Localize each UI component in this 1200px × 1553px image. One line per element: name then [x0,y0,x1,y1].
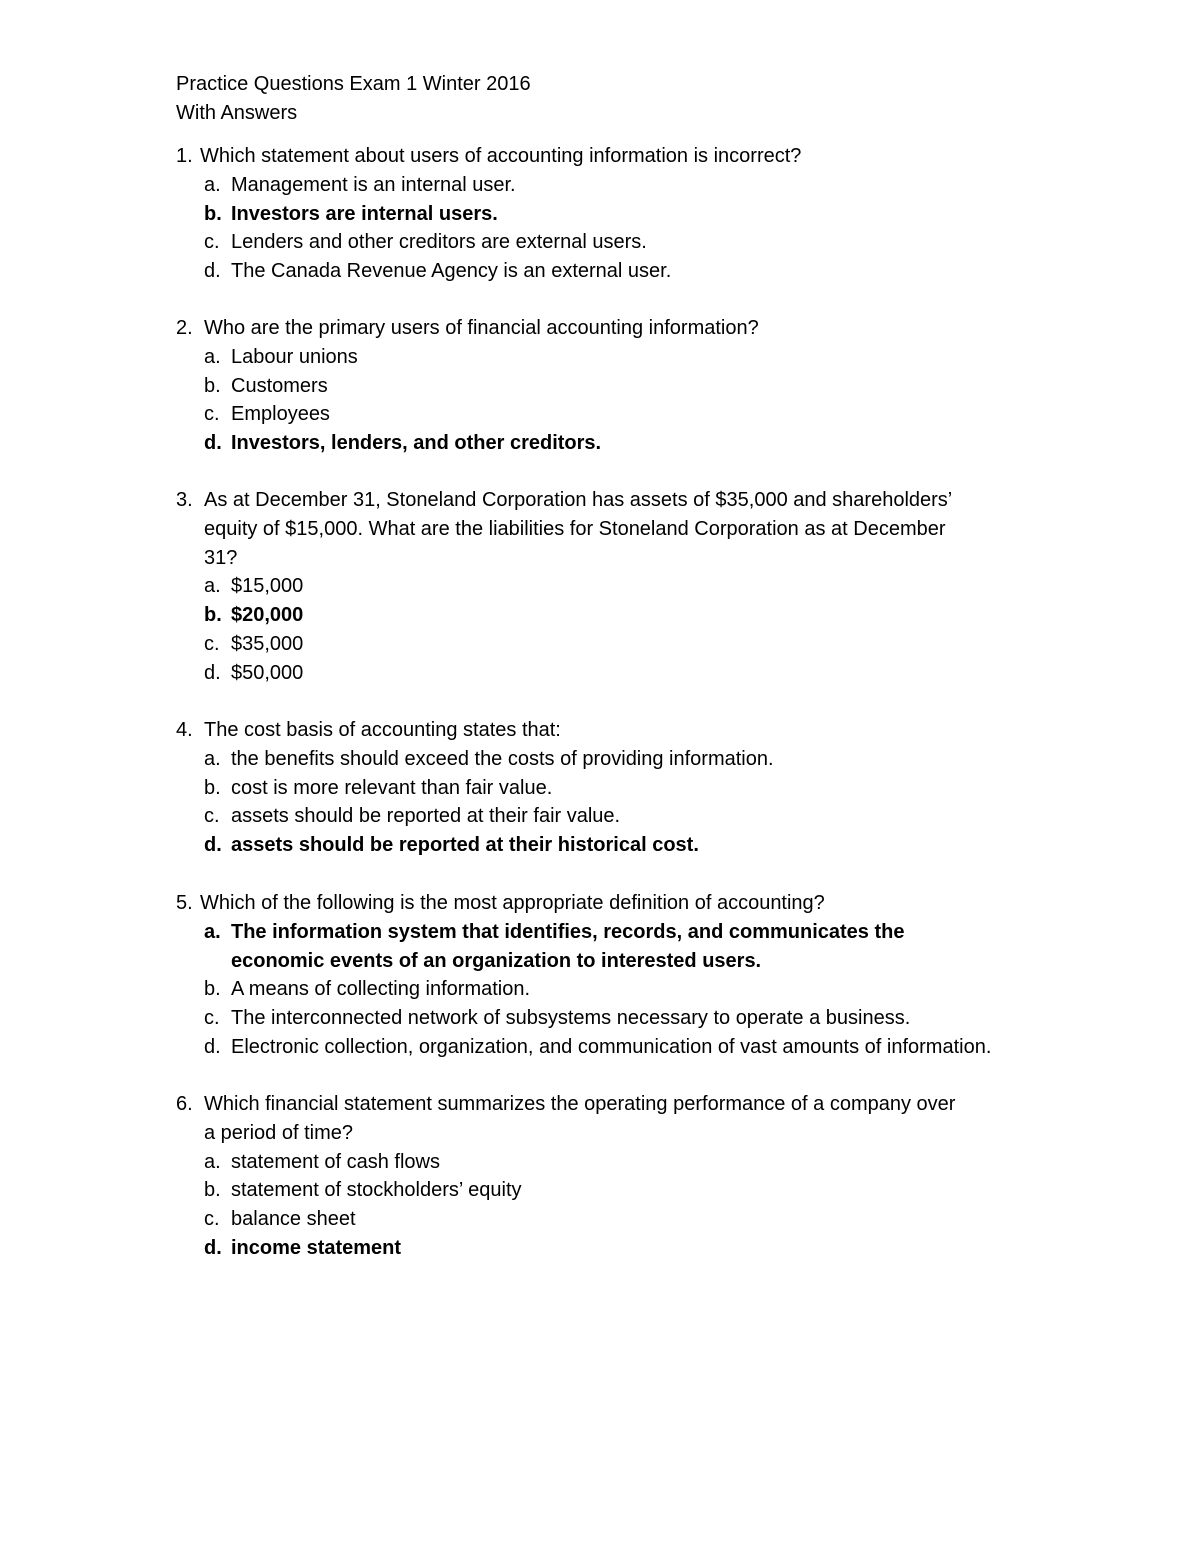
option-letter: d. [204,1036,221,1058]
option-letter: a. [204,173,221,196]
question-number: 4. [176,719,193,741]
option-text: $15,000 [231,575,304,598]
question-text: 31? [204,546,238,569]
option-letter: b. [204,776,221,799]
option-letter: a. [204,747,221,770]
question-number: 1. [176,145,193,167]
option-letter: c. [204,1007,220,1030]
option-letter: c. [204,633,220,655]
option-letter: b. [204,978,221,1001]
question-text: Which of the following is the most appropriate definition of accounting? [200,892,825,914]
option-text: Management is an internal user. [231,173,516,196]
question-text: a period of time? [204,1121,353,1144]
question-text: equity of $15,000. What are the liabilities for Stoneland Corporation as at December [204,517,946,540]
question-text: Which statement about users of accounting information is incorrect? [200,145,802,167]
option-letter: d. [204,432,222,455]
question-text: The cost basis of accounting states that: [204,719,561,741]
option-letter: d. [204,834,222,857]
option-text: Investors are internal users. [231,202,498,225]
option-letter: d. [204,260,221,283]
option-letter: b. [204,374,221,397]
option-letter: a. [204,575,221,598]
option-letter: d. [204,661,221,684]
option-text: The interconnected network of subsystems necessary to operate a business. [231,1007,911,1030]
option-text: statement of cash flows [231,1150,440,1173]
question-text: As at December 31, Stoneland Corporation has assets of $35,000 and shareholders’ [204,489,953,511]
option-text: income statement [231,1237,402,1259]
option-text: assets should be reported at their historical cost. [231,834,699,857]
option-text: Electronic collection, organization, and communication of vast amounts of information. [231,1036,992,1058]
option-text: $35,000 [231,633,304,655]
question-number: 5. [176,892,193,914]
option-letter: d. [204,1237,222,1259]
option-text: Investors, lenders, and other creditors. [231,432,602,455]
option-text: The Canada Revenue Agency is an external user. [231,260,672,283]
option-text: The information system that identifies, records, and communicates the [231,920,905,943]
option-letter: c. [204,805,220,828]
option-letter: c. [204,1208,220,1231]
option-text: Employees [231,403,330,426]
option-text: A means of collecting information. [231,978,531,1001]
document-subtitle: With Answers [176,102,298,124]
option-letter: b. [204,202,222,225]
option-text: Customers [231,374,328,397]
option-letter: a. [204,920,221,943]
option-text: statement of stockholders’ equity [231,1179,522,1202]
option-letter: c. [204,403,220,426]
question-number: 2. [176,317,193,339]
option-text: the benefits should exceed the costs of providing information. [231,747,774,770]
option-text: balance sheet [231,1208,356,1231]
option-text: assets should be reported at their fair value. [231,805,621,828]
document-header [176,70,531,128]
option-text: $50,000 [231,661,304,684]
question-number: 6. [176,1093,193,1115]
option-letter: b. [204,604,222,627]
document-title: Practice Questions Exam 1 Winter 2016 [176,73,531,95]
option-text: Labour unions [231,345,358,368]
option-text: $20,000 [231,604,304,627]
question-text: Which financial statement summarizes the operating performance of a company over [204,1093,956,1115]
question-text: Who are the primary users of financial accounting information? [204,317,759,339]
question-number: 3. [176,489,193,511]
option-letter: a. [204,345,221,368]
option-text: economic events of an organization to interested users. [231,949,762,972]
option-letter: c. [204,231,220,254]
option-letter: b. [204,1179,221,1202]
option-text: cost is more relevant than fair value. [231,776,553,799]
option-letter: a. [204,1150,221,1173]
option-text: Lenders and other creditors are external users. [231,231,647,254]
